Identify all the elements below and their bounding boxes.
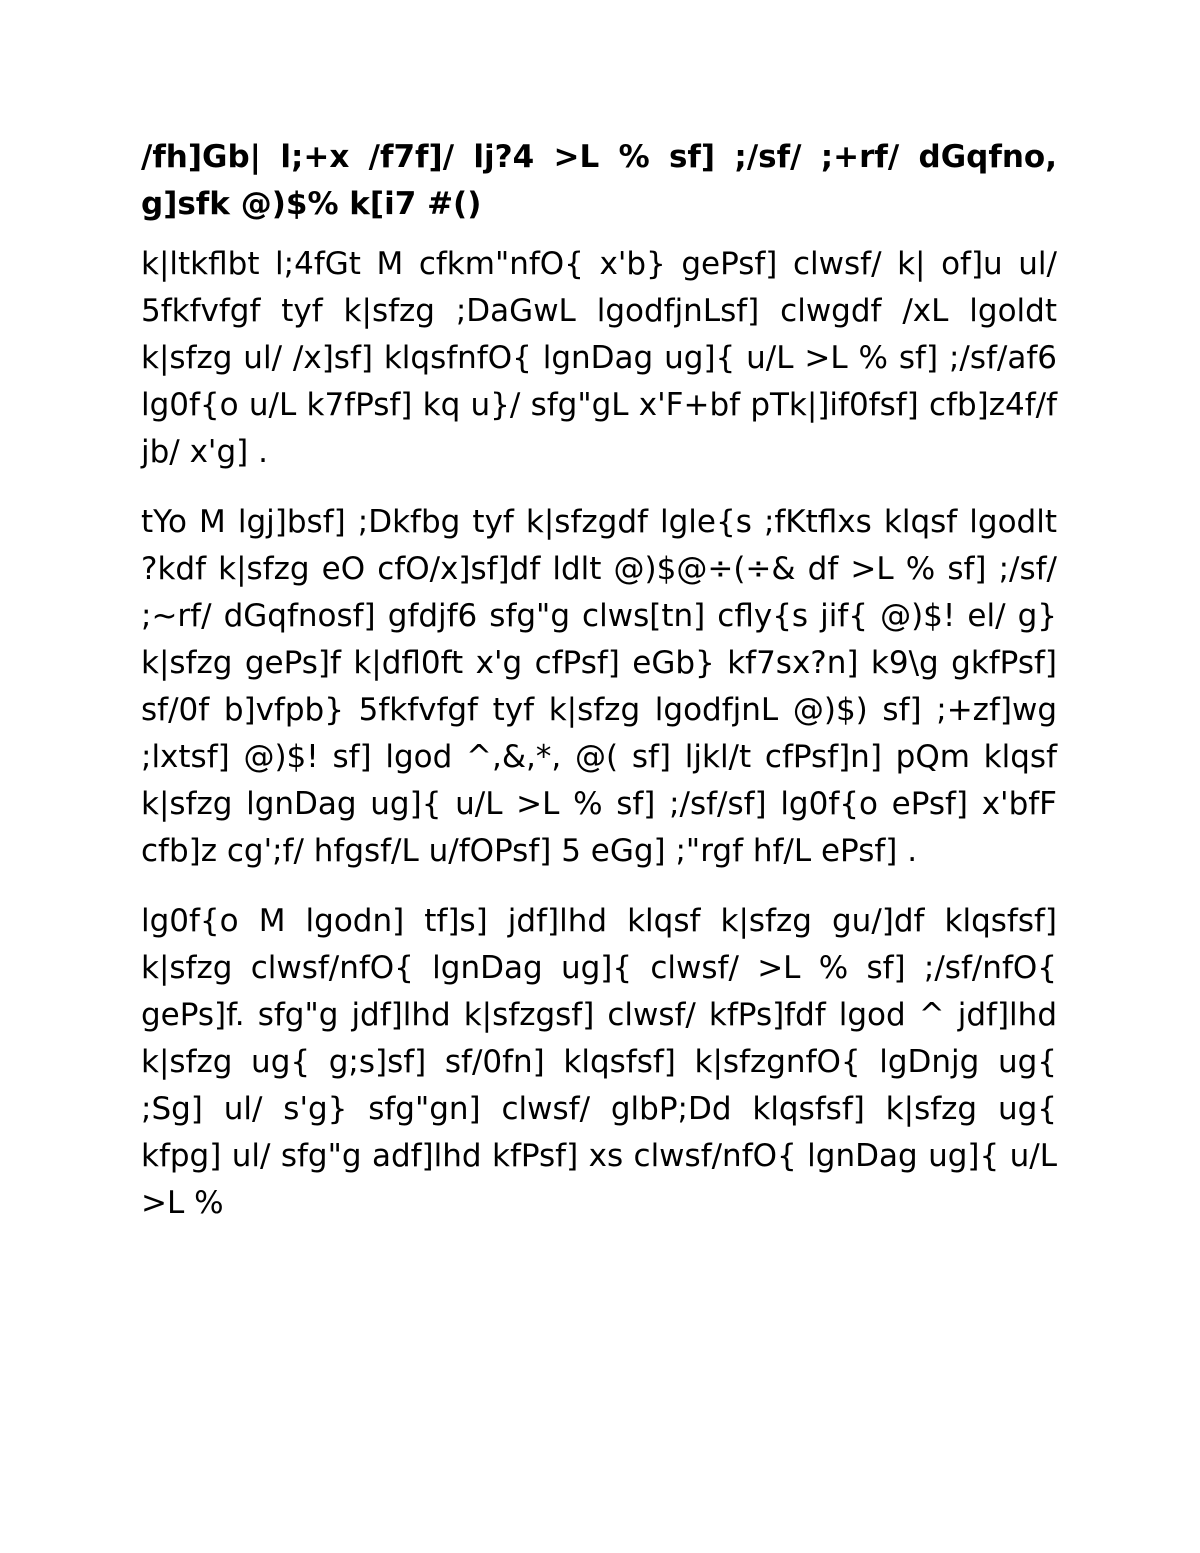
paragraph-decision: lg0f{o M lgodn] tf]s] jdf]lhd klqsf k|sfzg gu/]df klqsfsf] k|sfzg clwsf/nfO{ lgnDag ug]{ clwsf/ >L % sf] ;/sf/nfO{ gePs]f. sfg"g jdf]lhd k|sfzgsf] clwsf/ kfPs]fdf lgod ^ jdf]lhd k|sfzg ug{ g;s]sf] sf/0fn] klqsfsf] k|sfzgnfO{ lgDnjg ug{ ;Sg] ul/ s'g} sfg"gn] clwsf/ glbP;Dd klqsfsf] k|sfzg ug{ kfpg] ul/ sfg"g adf]lhd kfPsf] xs clwsf/nfO{ lgnDag ug]{ u/L >L % <box>141 903 1057 1221</box>
paragraph-petition: k|ltkflbt l;4fGt M cfkm"nfO{ x'b} gePsf] clwsf/ k| of]u ul/ 5fkfvfgf tyf k|sfzg ;DaGwL lgodfjnLsf] clwgdf /xL lgoldt k|sfzg ul/ /x]sf] klqsfnfO{ lgnDag ug]{ u/L >L % sf] ;/sf/af6 lg0f{o u/L k7fPsf] kq u}/ sfg"gL x'F+bf pTk|]if0fsf] cfb]z4f/f jb/ x'g] . <box>141 246 1057 470</box>
paragraph-facts: tYo M lgj]bsf] ;Dkfbg tyf k|sfzgdf lgle{s ;fKtflxs klqsf lgodlt ?kdf k|sfzg eO cfO/x]sf]df ldlt @)$@÷(÷& df >L % sf] ;/sf/ ;~rf/ dGqfnosf] gfdjf6 sfg"g clws[tn] cfly{s jif{ @)$! el/ g} k|sfzg gePs]f k|dfl0ft x'g cfPsf] eGb} kf7sx?n] k9\g gkfPsf] sf/0f b]vfpb} 5fkfvfgf tyf k|sfzg lgodfjnL @)$) sf] ;+zf]wg ;lxtsf] @)$! sf] lgod ^,&,*, @( sf] ljkl/t cfPsf]n] pQm klqsf k|sfzg lgnDag ug]{ u/L >L % sf] ;/sf/sf] lg0f{o ePsf] x'bfF cfb]z cg';f/ hfgsf/L u/fOPsf] 5 eGg] ;"rgf hf/L ePsf] . <box>141 504 1057 869</box>
document-body <box>141 134 1057 1250</box>
case-heading: /fh]Gb| l;+x /f7f]/ lj?4 >L % sf] ;/sf/ ;+rf/ dGqfno, g]sfk @)$% k[i7 #() <box>141 139 1057 222</box>
